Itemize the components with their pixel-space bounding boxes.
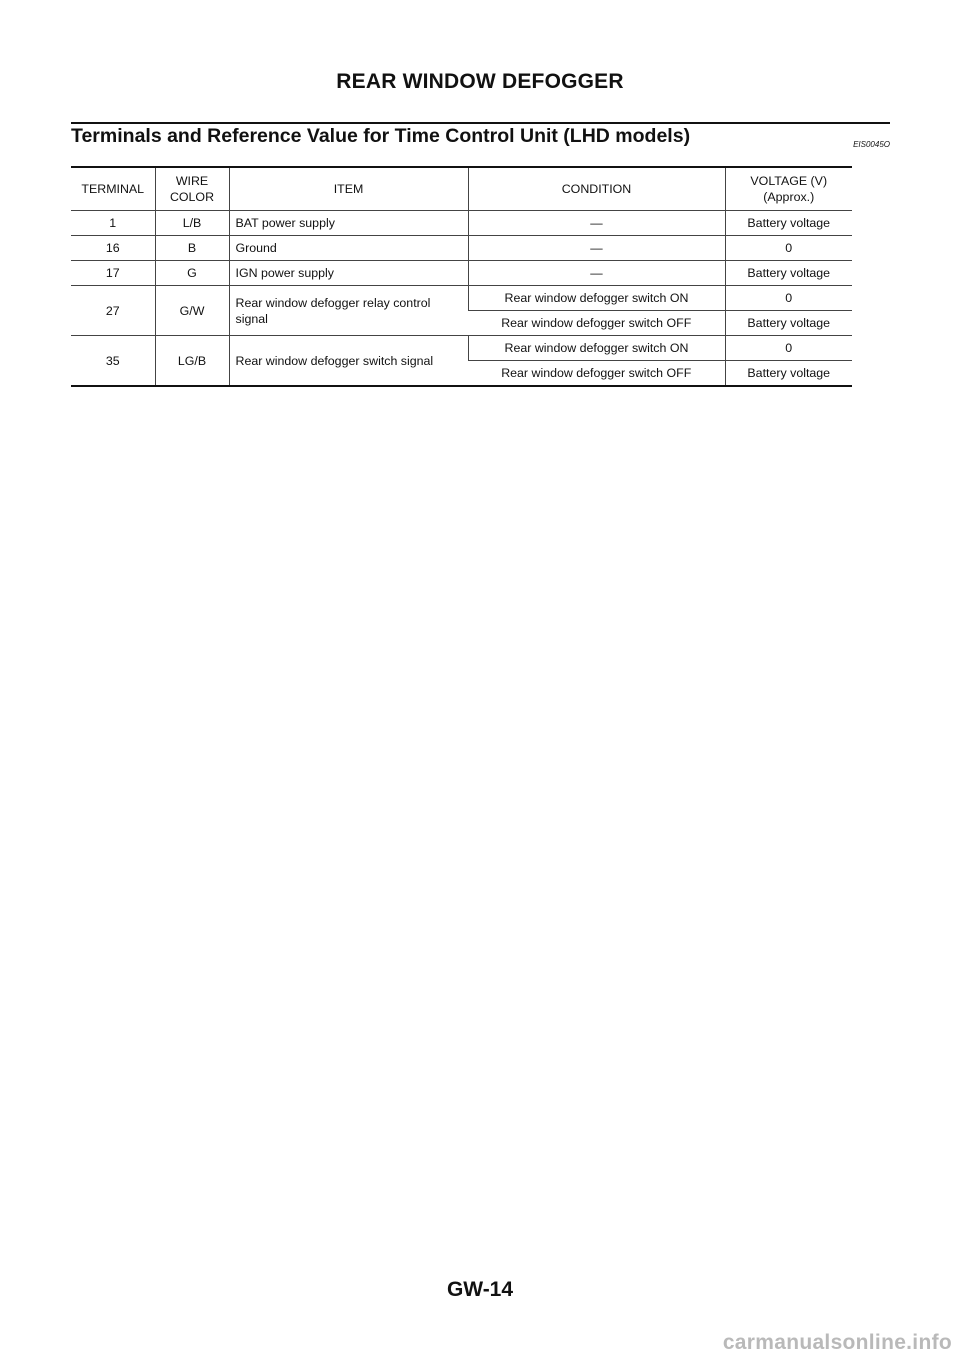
table-row [71,336,852,361]
page-title: REAR WINDOW DEFOGGER [336,70,624,93]
section-header [71,122,890,152]
cell-voltage: 0 [725,286,852,311]
header-voltage [725,167,852,211]
cell-voltage: Battery voltage [725,361,852,387]
table-row [71,211,852,236]
cell-voltage: Battery voltage [725,261,852,286]
terminal-reference-table [71,166,852,387]
cell-item: Rear window defogger switch signal [229,336,468,387]
cell-wire-color: L/B [155,211,229,236]
section-title: Terminals and Reference Value for Time Control Unit (LHD models) [71,125,691,147]
cell-item: Rear window defogger relay control signal [229,286,468,336]
cell-wire-color: LG/B [155,336,229,387]
cell-wire-color: G/W [155,286,229,336]
watermark: carmanualsonline.info [722,1331,952,1354]
cell-item: Ground [229,236,468,261]
table-row [71,286,852,311]
section [71,122,890,380]
header-wire-color [155,167,229,211]
cell-condition: Rear window defogger switch ON [468,286,725,311]
cell-voltage: Battery voltage [725,311,852,336]
cell-terminal: 1 [71,211,155,236]
cell-item: IGN power supply [229,261,468,286]
cell-condition: — [468,236,725,261]
table-row [71,261,852,286]
cell-wire-color: G [155,261,229,286]
section-code: EIS0045O [853,140,890,149]
cell-terminal: 27 [71,286,155,336]
header-terminal: TERMINAL [71,167,155,211]
cell-voltage: 0 [725,336,852,361]
header-wire-color-line1: WIRE [175,174,209,188]
table-header-row [71,167,852,211]
cell-condition: — [468,261,725,286]
header-item: ITEM [229,167,468,211]
cell-item: BAT power supply [229,211,468,236]
cell-voltage: Battery voltage [725,211,852,236]
header-voltage-line1: VOLTAGE (V) [750,174,828,188]
cell-wire-color: B [155,236,229,261]
page-number: GW-14 [446,1278,514,1301]
header-wire-color-line2: COLOR [169,190,215,204]
header-voltage-line2: (Approx.) [763,190,815,204]
cell-condition: Rear window defogger switch ON [468,336,725,361]
cell-terminal: 17 [71,261,155,286]
header-condition: CONDITION [468,167,725,211]
cell-voltage: 0 [725,236,852,261]
cell-condition: Rear window defogger switch OFF [468,361,725,387]
cell-condition: — [468,211,725,236]
cell-condition: Rear window defogger switch OFF [468,311,725,336]
cell-terminal: 35 [71,336,155,387]
table-row [71,236,852,261]
cell-terminal: 16 [71,236,155,261]
